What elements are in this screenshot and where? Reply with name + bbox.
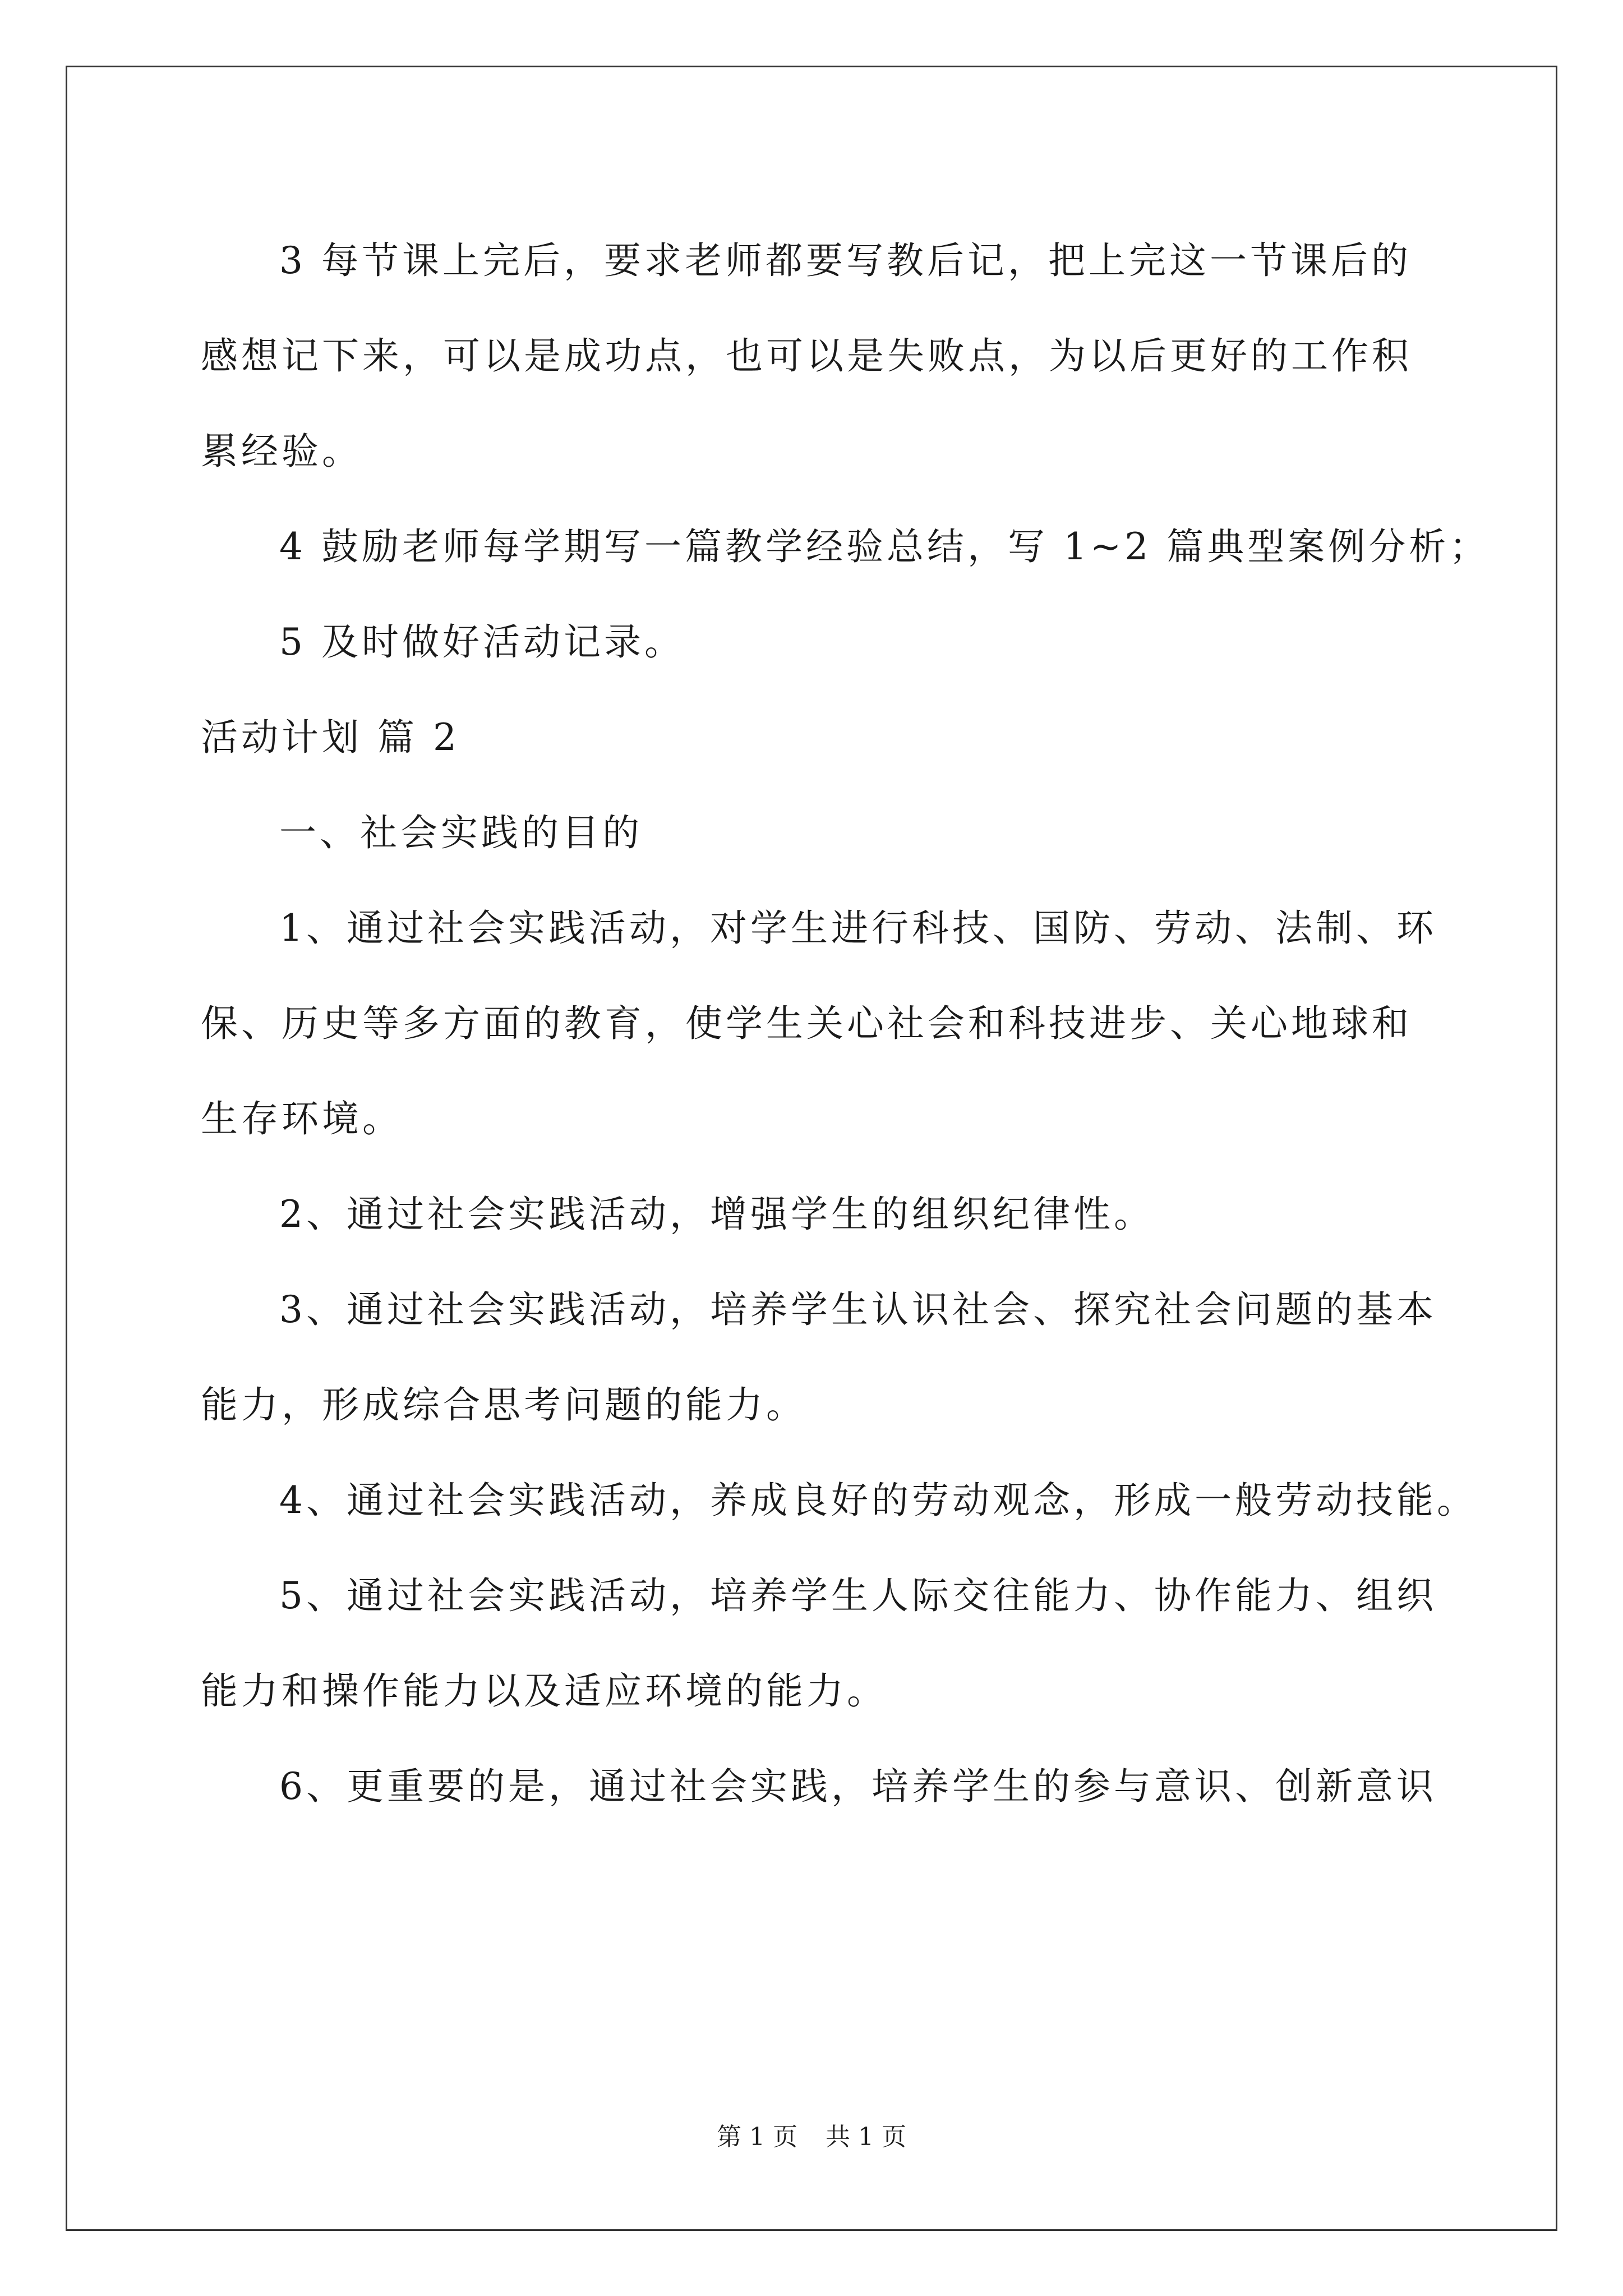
paragraph-line: 6、更重要的是，通过社会实践，培养学生的参与意识、创新意识: [279, 1765, 1437, 1808]
paragraph-line: 5、通过社会实践活动，培养学生人际交往能力、协作能力、组织: [279, 1574, 1437, 1617]
paragraph-line: 3 每节课上完后，要求老师都要写教后记，把上完这一节课后的: [279, 239, 1412, 282]
paragraph-line: 5 及时做好活动记录。: [279, 620, 685, 664]
document-body: [201, 213, 1490, 1834]
paragraph-line: 4 鼓励老师每学期写一篇教学经验总结，写 1~2 篇典型案例分析；: [279, 525, 1490, 568]
paragraph-line: 生存环境。: [201, 1097, 403, 1140]
subsection-heading: 一、社会实践的目的: [279, 811, 643, 854]
paragraph-line: 1、通过社会实践活动，对学生进行科技、国防、劳动、法制、环: [279, 907, 1437, 950]
paragraph-line: 4、通过社会实践活动，养成良好的劳动观念，形成一般劳动技能。: [279, 1479, 1477, 1522]
page-footer: [0, 2120, 1623, 2154]
paragraph-line: 3、通过社会实践活动，培养学生认识社会、探究社会问题的基本: [279, 1288, 1437, 1331]
section-heading: 活动计划 篇 2: [201, 716, 460, 759]
page-number-current: 第 1 页: [717, 2123, 797, 2151]
paragraph-line: 能力和操作能力以及适应环境的能力。: [201, 1669, 887, 1713]
paragraph-line: 2、通过社会实践活动，增强学生的组织纪律性。: [279, 1193, 1154, 1236]
paragraph-line: 感想记下来，可以是成功点，也可以是失败点，为以后更好的工作积: [201, 334, 1412, 378]
paragraph-line: 累经验。: [201, 430, 362, 473]
paragraph-line: 能力，形成综合思考问题的能力。: [201, 1383, 806, 1427]
page-number-total: 共 1 页: [826, 2123, 906, 2151]
paragraph-line: 保、历史等多方面的教育，使学生关心社会和科技进步、关心地球和: [201, 1002, 1412, 1045]
